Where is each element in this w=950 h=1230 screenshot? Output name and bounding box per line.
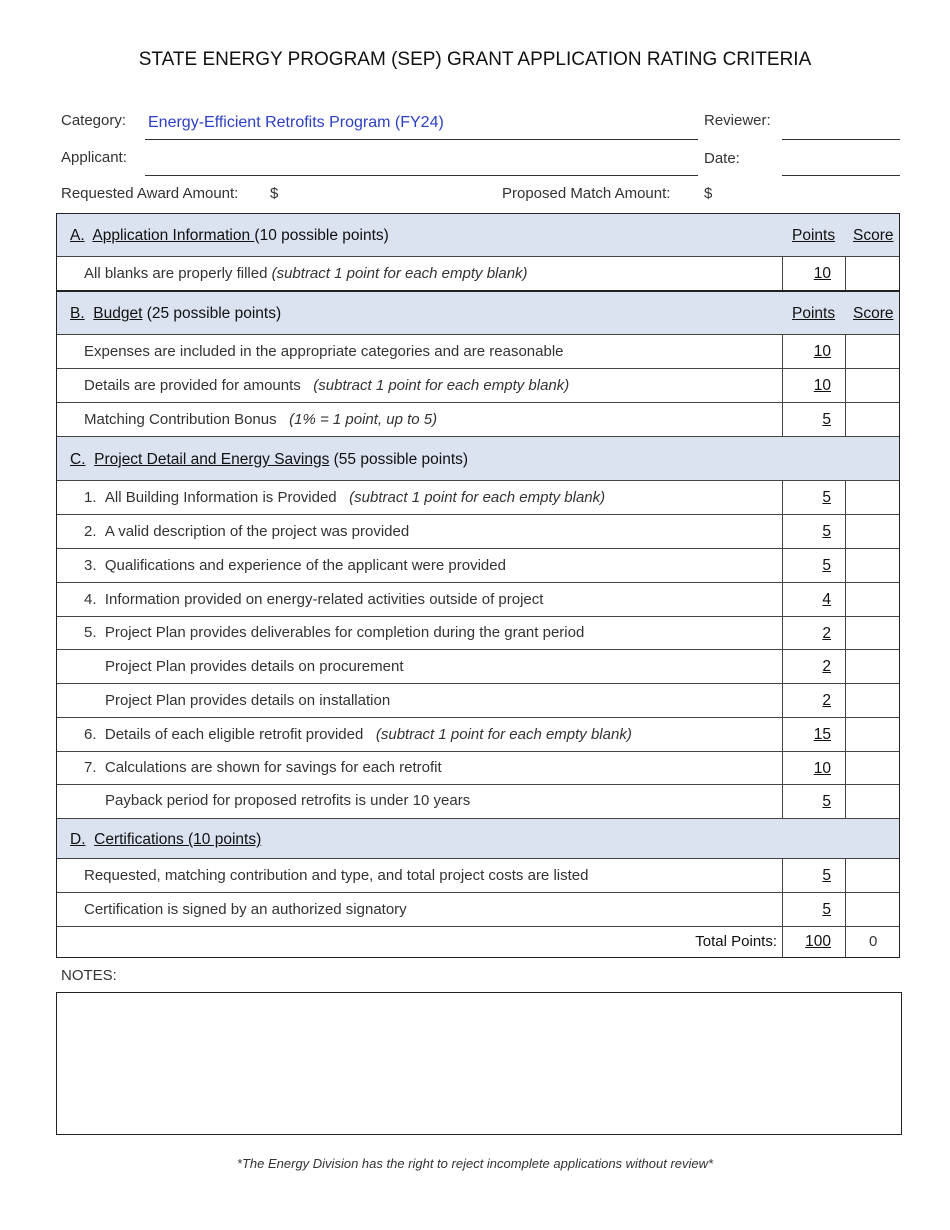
applicant-label: Applicant: — [61, 149, 127, 166]
points-value: 2 — [822, 625, 831, 642]
criterion-text: Payback period for proposed retrofits is under 10 years — [105, 792, 471, 809]
total-points: 100 — [805, 933, 831, 950]
table-row — [57, 752, 899, 785]
criterion-text: Expenses are included in the appropriate categories and are reasonable — [84, 343, 564, 360]
table-row — [57, 893, 899, 927]
reviewer-field[interactable] — [782, 139, 900, 140]
points-value: 5 — [822, 867, 831, 884]
table-row — [57, 583, 899, 617]
criterion-text: All Building Information is Provided — [104, 489, 337, 506]
total-score[interactable]: 0 — [869, 933, 878, 950]
item-number: 2. — [84, 523, 97, 540]
rating-table — [56, 213, 900, 958]
section-c-header — [57, 437, 899, 481]
table-row — [57, 257, 899, 292]
total-row — [57, 927, 899, 957]
item-number: 7. — [84, 759, 97, 776]
section-letter: D. — [70, 831, 86, 848]
table-row — [57, 718, 899, 752]
points-value: 10 — [813, 265, 831, 282]
points-column-header: Points — [792, 305, 836, 322]
criterion-note: (1% = 1 point, up to 5) — [289, 411, 438, 428]
section-name: Certifications (10 points) — [94, 831, 262, 848]
section-desc: (25 possible points) — [142, 305, 282, 322]
requested-award-field[interactable]: $ — [270, 185, 279, 202]
page-title: STATE ENERGY PROGRAM (SEP) GRANT APPLICATION RATING CRITERIA — [138, 49, 812, 70]
proposed-match-field[interactable]: $ — [704, 185, 713, 202]
points-value: 5 — [822, 793, 831, 810]
criterion-note: (subtract 1 point for each empty blank) — [313, 377, 570, 394]
section-name: Application Information — [92, 227, 255, 244]
criterion-text: Project Plan provides details on installation — [105, 692, 391, 709]
section-letter: A. — [70, 227, 85, 244]
category-field-line — [145, 139, 698, 140]
requested-award-label: Requested Award Amount: — [61, 185, 239, 202]
section-desc: (10 possible points) — [254, 227, 389, 244]
item-number: 5. — [84, 624, 97, 641]
section-desc: (55 possible points) — [329, 451, 469, 468]
total-label: Total Points: — [695, 933, 777, 950]
points-value: 2 — [822, 692, 831, 709]
criterion-note: (subtract 1 point for each empty blank) — [271, 265, 528, 282]
criterion-text: Information provided on energy-related activities outside of project — [104, 591, 544, 608]
criterion-text: Details of each eligible retrofit provided — [104, 726, 364, 743]
points-value: 5 — [822, 557, 831, 574]
table-row — [57, 403, 899, 437]
points-value: 5 — [822, 411, 831, 428]
section-d-header — [57, 819, 899, 859]
proposed-match-label: Proposed Match Amount: — [502, 185, 671, 202]
score-column-header: Score — [853, 305, 894, 322]
points-value: 5 — [822, 901, 831, 918]
points-value: 2 — [822, 658, 831, 675]
criterion-text: Qualifications and experience of the applicant were provided — [104, 557, 506, 574]
applicant-field[interactable] — [145, 175, 698, 176]
item-number: 3. — [84, 557, 97, 574]
points-value: 4 — [822, 591, 831, 608]
item-number: 4. — [84, 591, 97, 608]
criterion-text: Matching Contribution Bonus — [84, 411, 277, 428]
criterion-text: Details are provided for amounts — [84, 377, 301, 394]
table-row — [57, 650, 899, 684]
criterion-note: (subtract 1 point for each empty blank) — [349, 489, 606, 506]
table-row — [57, 481, 899, 515]
section-letter: B. — [70, 305, 85, 322]
table-row — [57, 335, 899, 369]
criterion-text: Calculations are shown for savings for each retrofit — [104, 759, 442, 776]
points-value: 10 — [813, 377, 831, 394]
points-value: 5 — [822, 523, 831, 540]
points-value: 10 — [813, 760, 831, 777]
table-row — [57, 617, 899, 650]
category-label: Category: — [61, 112, 127, 129]
reviewer-label: Reviewer: — [704, 112, 771, 129]
criterion-text: Requested, matching contribution and type, and total project costs are listed — [84, 867, 589, 884]
table-row — [57, 785, 899, 819]
table-row — [57, 549, 899, 583]
criterion-text: Certification is signed by an authorized signatory — [84, 901, 407, 918]
item-number: 1. — [84, 489, 97, 506]
score-column-header: Score — [853, 227, 894, 244]
criterion-note: (subtract 1 point for each empty blank) — [375, 726, 632, 743]
points-value: 15 — [813, 726, 831, 743]
table-row — [57, 369, 899, 403]
date-label: Date: — [704, 150, 740, 167]
points-value: 10 — [813, 343, 831, 360]
section-a-header — [57, 214, 899, 257]
table-row — [57, 684, 899, 718]
item-number: 6. — [84, 726, 97, 743]
section-letter: C. — [70, 451, 86, 468]
footer-disclaimer: *The Energy Division has the right to reject incomplete applications without review* — [236, 1156, 714, 1171]
points-value: 5 — [822, 489, 831, 506]
criterion-text: Project Plan provides deliverables for completion during the grant period — [104, 624, 585, 641]
section-b-header — [57, 292, 899, 335]
criterion-text: Project Plan provides details on procurement — [105, 658, 404, 675]
category-value[interactable]: Energy-Efficient Retrofits Program (FY24) — [148, 114, 444, 131]
table-row — [57, 859, 899, 893]
date-field[interactable] — [782, 175, 900, 176]
table-row — [57, 515, 899, 549]
criterion-text: A valid description of the project was provided — [104, 523, 410, 540]
criterion-text: All blanks are properly filled — [84, 265, 272, 282]
section-name: Budget — [93, 305, 143, 322]
section-name: Project Detail and Energy Savings — [94, 451, 330, 468]
notes-label: NOTES: — [61, 967, 117, 984]
notes-input[interactable] — [56, 992, 902, 1135]
points-column-header: Points — [792, 227, 836, 244]
